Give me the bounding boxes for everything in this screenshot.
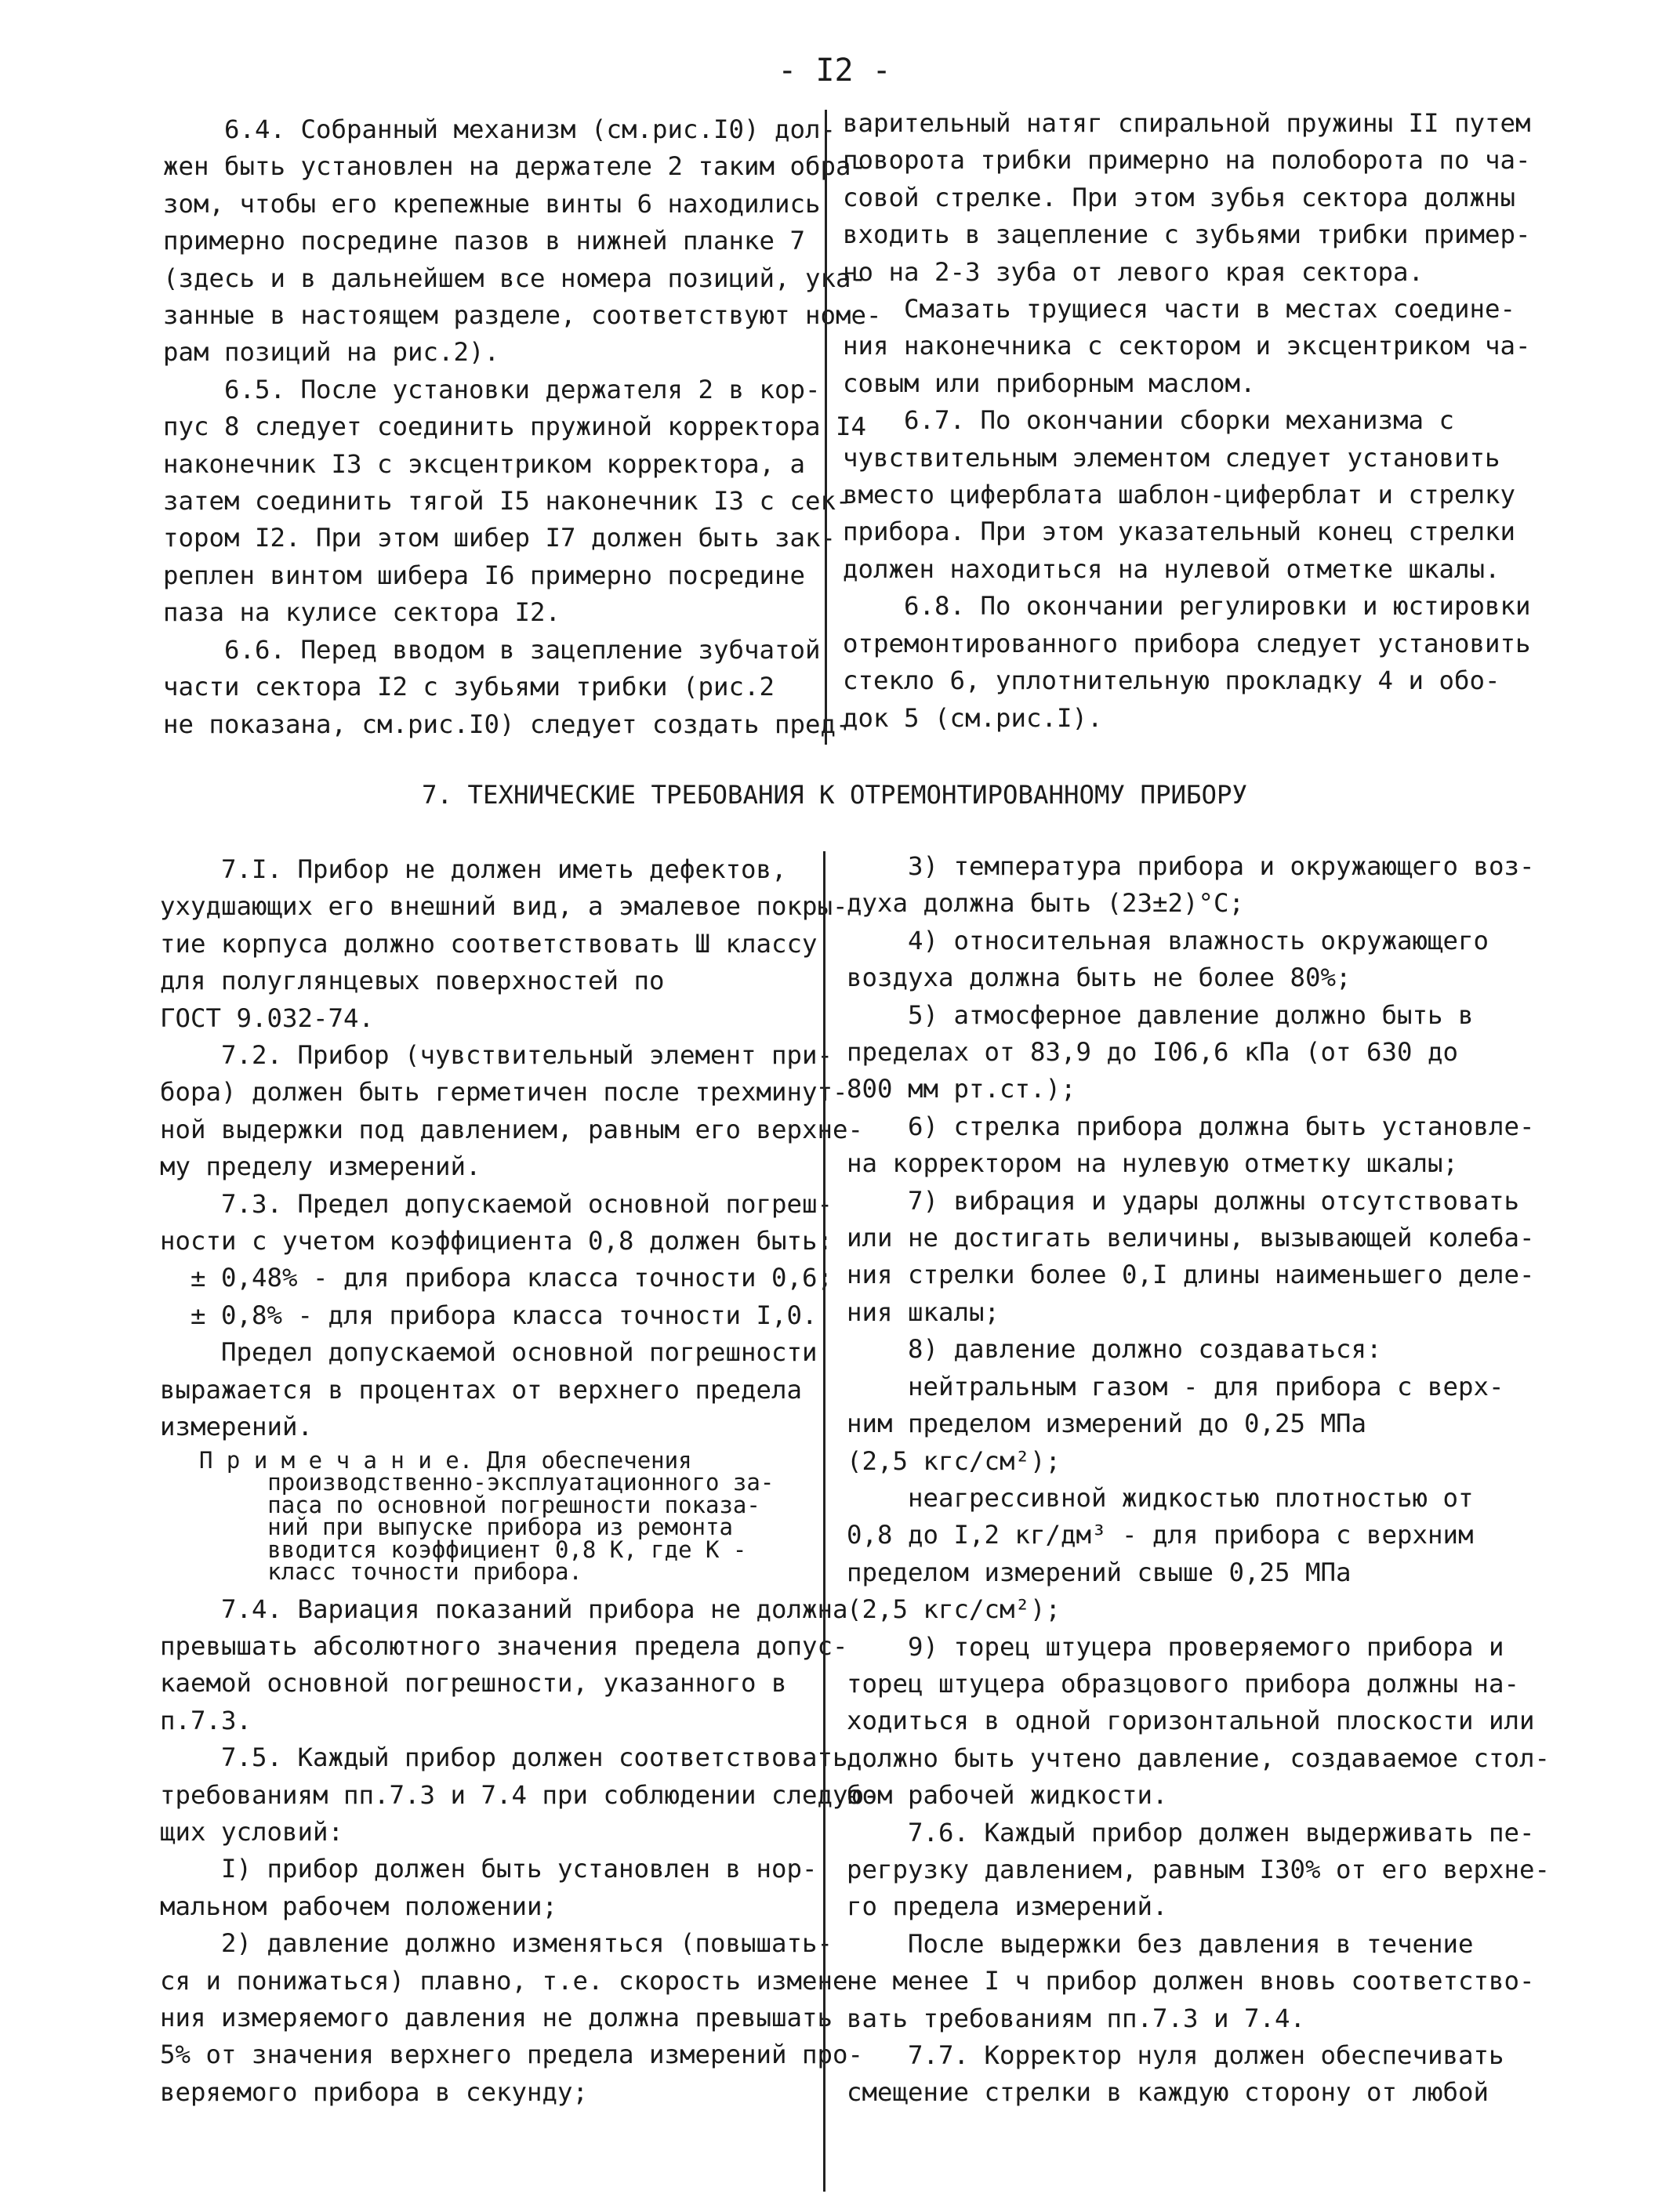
- top-right-text-line: варительный натяг спиральной пружины II путем: [843, 108, 1531, 138]
- top-right-text-line: поворота трибки примерно на полоборота по ча-: [843, 145, 1531, 176]
- top-left-text-line: 6.4. Собранный механизм (см.рис.I0) дол-: [163, 114, 836, 144]
- top-left-text-line: жен быть установлен на держателе 2 таким обра-: [163, 151, 867, 182]
- bottom-right-text-line: 9) торец штуцера проверяемого прибора и: [847, 1631, 1504, 1662]
- bottom-left-text-line: 7.3. Предел допускаемой основной погреш-: [160, 1188, 833, 1219]
- top-right-text-line: отремонтированного прибора следует установить: [843, 628, 1531, 658]
- bottom-left-text-line: мальном рабочем положении;: [160, 1891, 558, 1921]
- bottom-right-text-line: нейтральным газом - для прибора с верх-: [847, 1371, 1504, 1402]
- bottom-left-text-line: I) прибор должен быть установлен в нор-: [160, 1854, 818, 1884]
- section-heading: 7. ТЕХНИЧЕСКИЕ ТРЕБОВАНИЯ К ОТРЕМОНТИРОВАННОМУ ПРИБОРУ: [421, 780, 1248, 810]
- bottom-left-text-line: 7.5. Каждый прибор должен соответствовать: [160, 1742, 848, 1773]
- top-left-column: [163, 111, 882, 743]
- bottom-left-text-line: выражается в процентах от верхнего предела: [160, 1374, 803, 1405]
- top-left-text-line: части сектора I2 с зубьями трибки (рис.2: [163, 672, 775, 702]
- bottom-left-text-line: п.7.3.: [160, 1705, 252, 1735]
- top-right-text-line: вместо циферблата шаблон-циферблат и стрелку: [843, 480, 1516, 510]
- page-number: - I2 -: [778, 53, 891, 89]
- top-left-text-line: тором I2. При этом шибер I7 должен быть зак-: [163, 523, 836, 553]
- bottom-left-text-line: Предел допускаемой основной погрешности: [160, 1337, 818, 1368]
- top-left-text-line: занные в настоящем разделе, соответствуют номе-: [163, 300, 882, 331]
- top-right-text-line: Смазать трущиеся части в местах соедине-: [843, 294, 1516, 325]
- bottom-right-text-line: го предела измерений.: [847, 1891, 1168, 1922]
- top-left-text-line: 6.6. Перед вводом в зацепление зубчатой: [163, 634, 821, 665]
- bottom-right-text-line: бом рабочей жидкости.: [847, 1780, 1168, 1811]
- bottom-left-text-line: измерений.: [160, 1412, 314, 1442]
- bottom-right-text-line: 7.6. Каждый прибор должен выдерживать пе-: [847, 1817, 1535, 1848]
- top-right-text-line: стекло 6, уплотнительную прокладку 4 и обо-: [843, 665, 1500, 696]
- bottom-left-text-line: му пределу измерений.: [160, 1151, 481, 1182]
- top-left-text-line: паза на кулисе сектора I2.: [163, 597, 561, 628]
- bottom-right-text-line: 800 мм рт.ст.);: [847, 1074, 1076, 1104]
- top-left-text-line: примерно посредине пазов в нижней планке 7: [163, 226, 806, 256]
- bottom-left-text-line: ± 0,48% - для прибора класса точности 0,6;: [160, 1263, 833, 1293]
- top-left-text-line: наконечник I3 с эксцентриком корректора, а: [163, 448, 806, 479]
- top-left-text-line: 6.5. После установки держателя 2 в кор-: [163, 374, 821, 404]
- bottom-right-text-line: пределах от 83,9 до I06,6 кПа (от 630 до: [847, 1037, 1459, 1068]
- bottom-left-text-line: тие корпуса должно соответствовать Ш классу: [160, 928, 818, 959]
- bottom-left-text-line: бора) должен быть герметичен после трехминут-: [160, 1077, 848, 1108]
- bottom-right-text-line: 7.7. Корректор нуля должен обеспечивать: [847, 2040, 1504, 2070]
- top-right-text-line: док 5 (см.рис.I).: [843, 702, 1103, 733]
- top-right-text-line: совой стрелке. При этом зубья сектора должны: [843, 182, 1516, 212]
- bottom-right-text-line: ним пределом измерений до 0,25 МПа: [847, 1409, 1367, 1439]
- note-line: ний при выпуске прибора из ремонта: [199, 1514, 733, 1540]
- bottom-right-text-line: или не достигать величины, вызывающей колеба-: [847, 1223, 1535, 1253]
- top-right-text-line: чувствительным элементом следует установить: [843, 442, 1500, 473]
- bottom-right-text-line: ния стрелки более 0,I длины наименьшего деле-: [847, 1260, 1535, 1290]
- top-right-text-line: входить в зацепление с зубьями трибки пример-: [843, 219, 1531, 250]
- bottom-right-text-line: После выдержки без давления в течение: [847, 1928, 1474, 1959]
- bottom-left-text-line: 7.2. Прибор (чувствительный элемент при-: [160, 1040, 833, 1071]
- top-column-divider: [825, 110, 827, 745]
- bottom-right-text-line: 0,8 до I,2 кг/дм³ - для прибора с верхним: [847, 1520, 1474, 1550]
- bottom-left-text-line: для полуглянцевых поверхностей по: [160, 966, 665, 996]
- bottom-right-text-line: духа должна быть (23±2)°С;: [847, 888, 1245, 919]
- bottom-right-text-line: 7) вибрация и удары должны отсутствовать: [847, 1185, 1520, 1216]
- bottom-right-column: [847, 848, 1599, 2112]
- bottom-left-text-line: требованиям пп.7.3 и 7.4 при соблюдении следую-: [160, 1779, 879, 1810]
- bottom-right-text-line: смещение стрелки в каждую сторону от любой: [847, 2077, 1489, 2108]
- bottom-left-text-line: 2) давление должно изменяться (повышать-: [160, 1928, 833, 1959]
- bottom-left-text-line: 7.4. Вариация показаний прибора не должна: [160, 1594, 848, 1624]
- bottom-right-text-line: пределом измерений свыше 0,25 МПа: [847, 1557, 1352, 1587]
- bottom-left-text-line: 5% от значения верхнего предела измерений про-: [160, 2040, 864, 2070]
- bottom-right-text-line: вать требованиям пп.7.3 и 7.4.: [847, 2003, 1306, 2033]
- bottom-left-text-line: 7.I. Прибор не должен иметь дефектов,: [160, 854, 787, 884]
- bottom-left-text-line: ГОСТ 9.032-74.: [160, 1003, 375, 1033]
- top-right-text-line: 6.7. По окончании сборки механизма с: [843, 405, 1455, 436]
- top-right-text-line: прибора. При этом указательный конец стрелки: [843, 517, 1516, 547]
- bottom-right-text-line: ния шкалы;: [847, 1296, 1000, 1327]
- bottom-left-text-b: [160, 1591, 879, 2112]
- bottom-right-text-line: должно быть учтено давление, создаваемое стол-: [847, 1742, 1551, 1773]
- bottom-right-text-line: неагрессивной жидкостью плотностью от: [847, 1482, 1474, 1513]
- note-line: класс точности прибора.: [199, 1558, 582, 1585]
- top-left-text-line: затем соединить тягой I5 наконечник I3 с сек-: [163, 486, 851, 517]
- note-line: паса по основной погрешности показа-: [199, 1491, 760, 1518]
- bottom-right-text-line: (2,5 кгс/см²);: [847, 1594, 1061, 1625]
- top-left-text-line: рам позиций на рис.2).: [163, 337, 500, 368]
- top-right-text-line: должен находиться на нулевой отметке шкалы.: [843, 553, 1500, 584]
- bottom-right-text-line: на корректором на нулевую отметку шкалы;: [847, 1148, 1459, 1179]
- bottom-right-text-line: 8) давление должно создаваться:: [847, 1334, 1382, 1365]
- bottom-right-text-line: ходиться в одной горизонтальной плоскости или: [847, 1706, 1535, 1736]
- top-right-text-line: совым или приборным маслом.: [843, 368, 1256, 398]
- bottom-right-text-line: воздуха должна быть не более 80%;: [847, 963, 1352, 993]
- bottom-left-text-line: ности с учетом коэффициента 0,8 должен быть:: [160, 1226, 833, 1256]
- top-left-text-line: (здесь и в дальнейшем все номера позиций, ука-: [163, 263, 867, 293]
- bottom-left-text-line: ± 0,8% - для прибора класса точности I,0.: [160, 1300, 818, 1330]
- bottom-right-text-line: 4) относительная влажность окружающего: [847, 925, 1489, 956]
- bottom-left-text-a: [160, 851, 864, 1446]
- bottom-right-text-line: (2,5 кгс/см²);: [847, 1445, 1061, 1476]
- top-right-column: [843, 105, 1595, 737]
- bottom-left-text-line: ся и понижаться) плавно, т.е. скорость измене-: [160, 1965, 864, 1996]
- note-line: производственно-эксплуатационного за-: [199, 1469, 775, 1496]
- bottom-left-text-line: щих условий:: [160, 1816, 344, 1847]
- top-right-text-line: но на 2-3 зуба от левого края сектора.: [843, 256, 1424, 287]
- bottom-left-text-line: превышать абсолютного значения предела допус-: [160, 1630, 848, 1661]
- bottom-right-text-line: регрузку давлением, равным I30% от его верхне-: [847, 1854, 1551, 1884]
- bottom-left-text-line: веряемого прибора в секунду;: [160, 2076, 589, 2107]
- note-line: вводится коэффициент 0,8 К, где К -: [199, 1536, 747, 1563]
- top-right-text-line: ния наконечника с сектором и эксцентриком ча-: [843, 331, 1531, 361]
- bottom-right-text-line: 6) стрелка прибора должна быть установле-: [847, 1111, 1535, 1141]
- bottom-left-column: [160, 851, 879, 2111]
- top-left-text-line: пус 8 следует соединить пружиной корректора I4: [163, 412, 867, 442]
- bottom-left-text-line: каемой основной погрешности, указанного в: [160, 1668, 787, 1699]
- top-left-text-line: не показана, см.рис.I0) следует создать пред-: [163, 709, 851, 739]
- bottom-column-divider: [823, 851, 825, 2192]
- bottom-left-text-line: ной выдержки под давлением, равным его верхне-: [160, 1114, 864, 1144]
- top-right-text-line: 6.8. По окончании регулировки и юстировки: [843, 591, 1531, 622]
- top-left-text-line: реплен винтом шибера I6 примерно посредине: [163, 560, 806, 590]
- bottom-right-text-line: торец штуцера образцового прибора должны на-: [847, 1668, 1520, 1699]
- note-line: П р и м е ч а н и е. Для обеспечения: [199, 1446, 692, 1474]
- bottom-left-text-line: ухудшающих его внешний вид, а эмалевое покры-: [160, 891, 848, 922]
- bottom-right-text-line: 3) температура прибора и окружающего воз-: [847, 851, 1535, 881]
- top-left-text-line: зом, чтобы его крепежные винты 6 находились: [163, 188, 821, 219]
- bottom-left-text-line: ния измеряемого давления не должна превышать: [160, 2002, 833, 2033]
- bottom-right-text-line: 5) атмосферное давление должно быть в: [847, 999, 1474, 1030]
- note-block: [160, 1446, 826, 1591]
- bottom-right-text-line: не менее I ч прибор должен вновь соответство-: [847, 1966, 1535, 1996]
